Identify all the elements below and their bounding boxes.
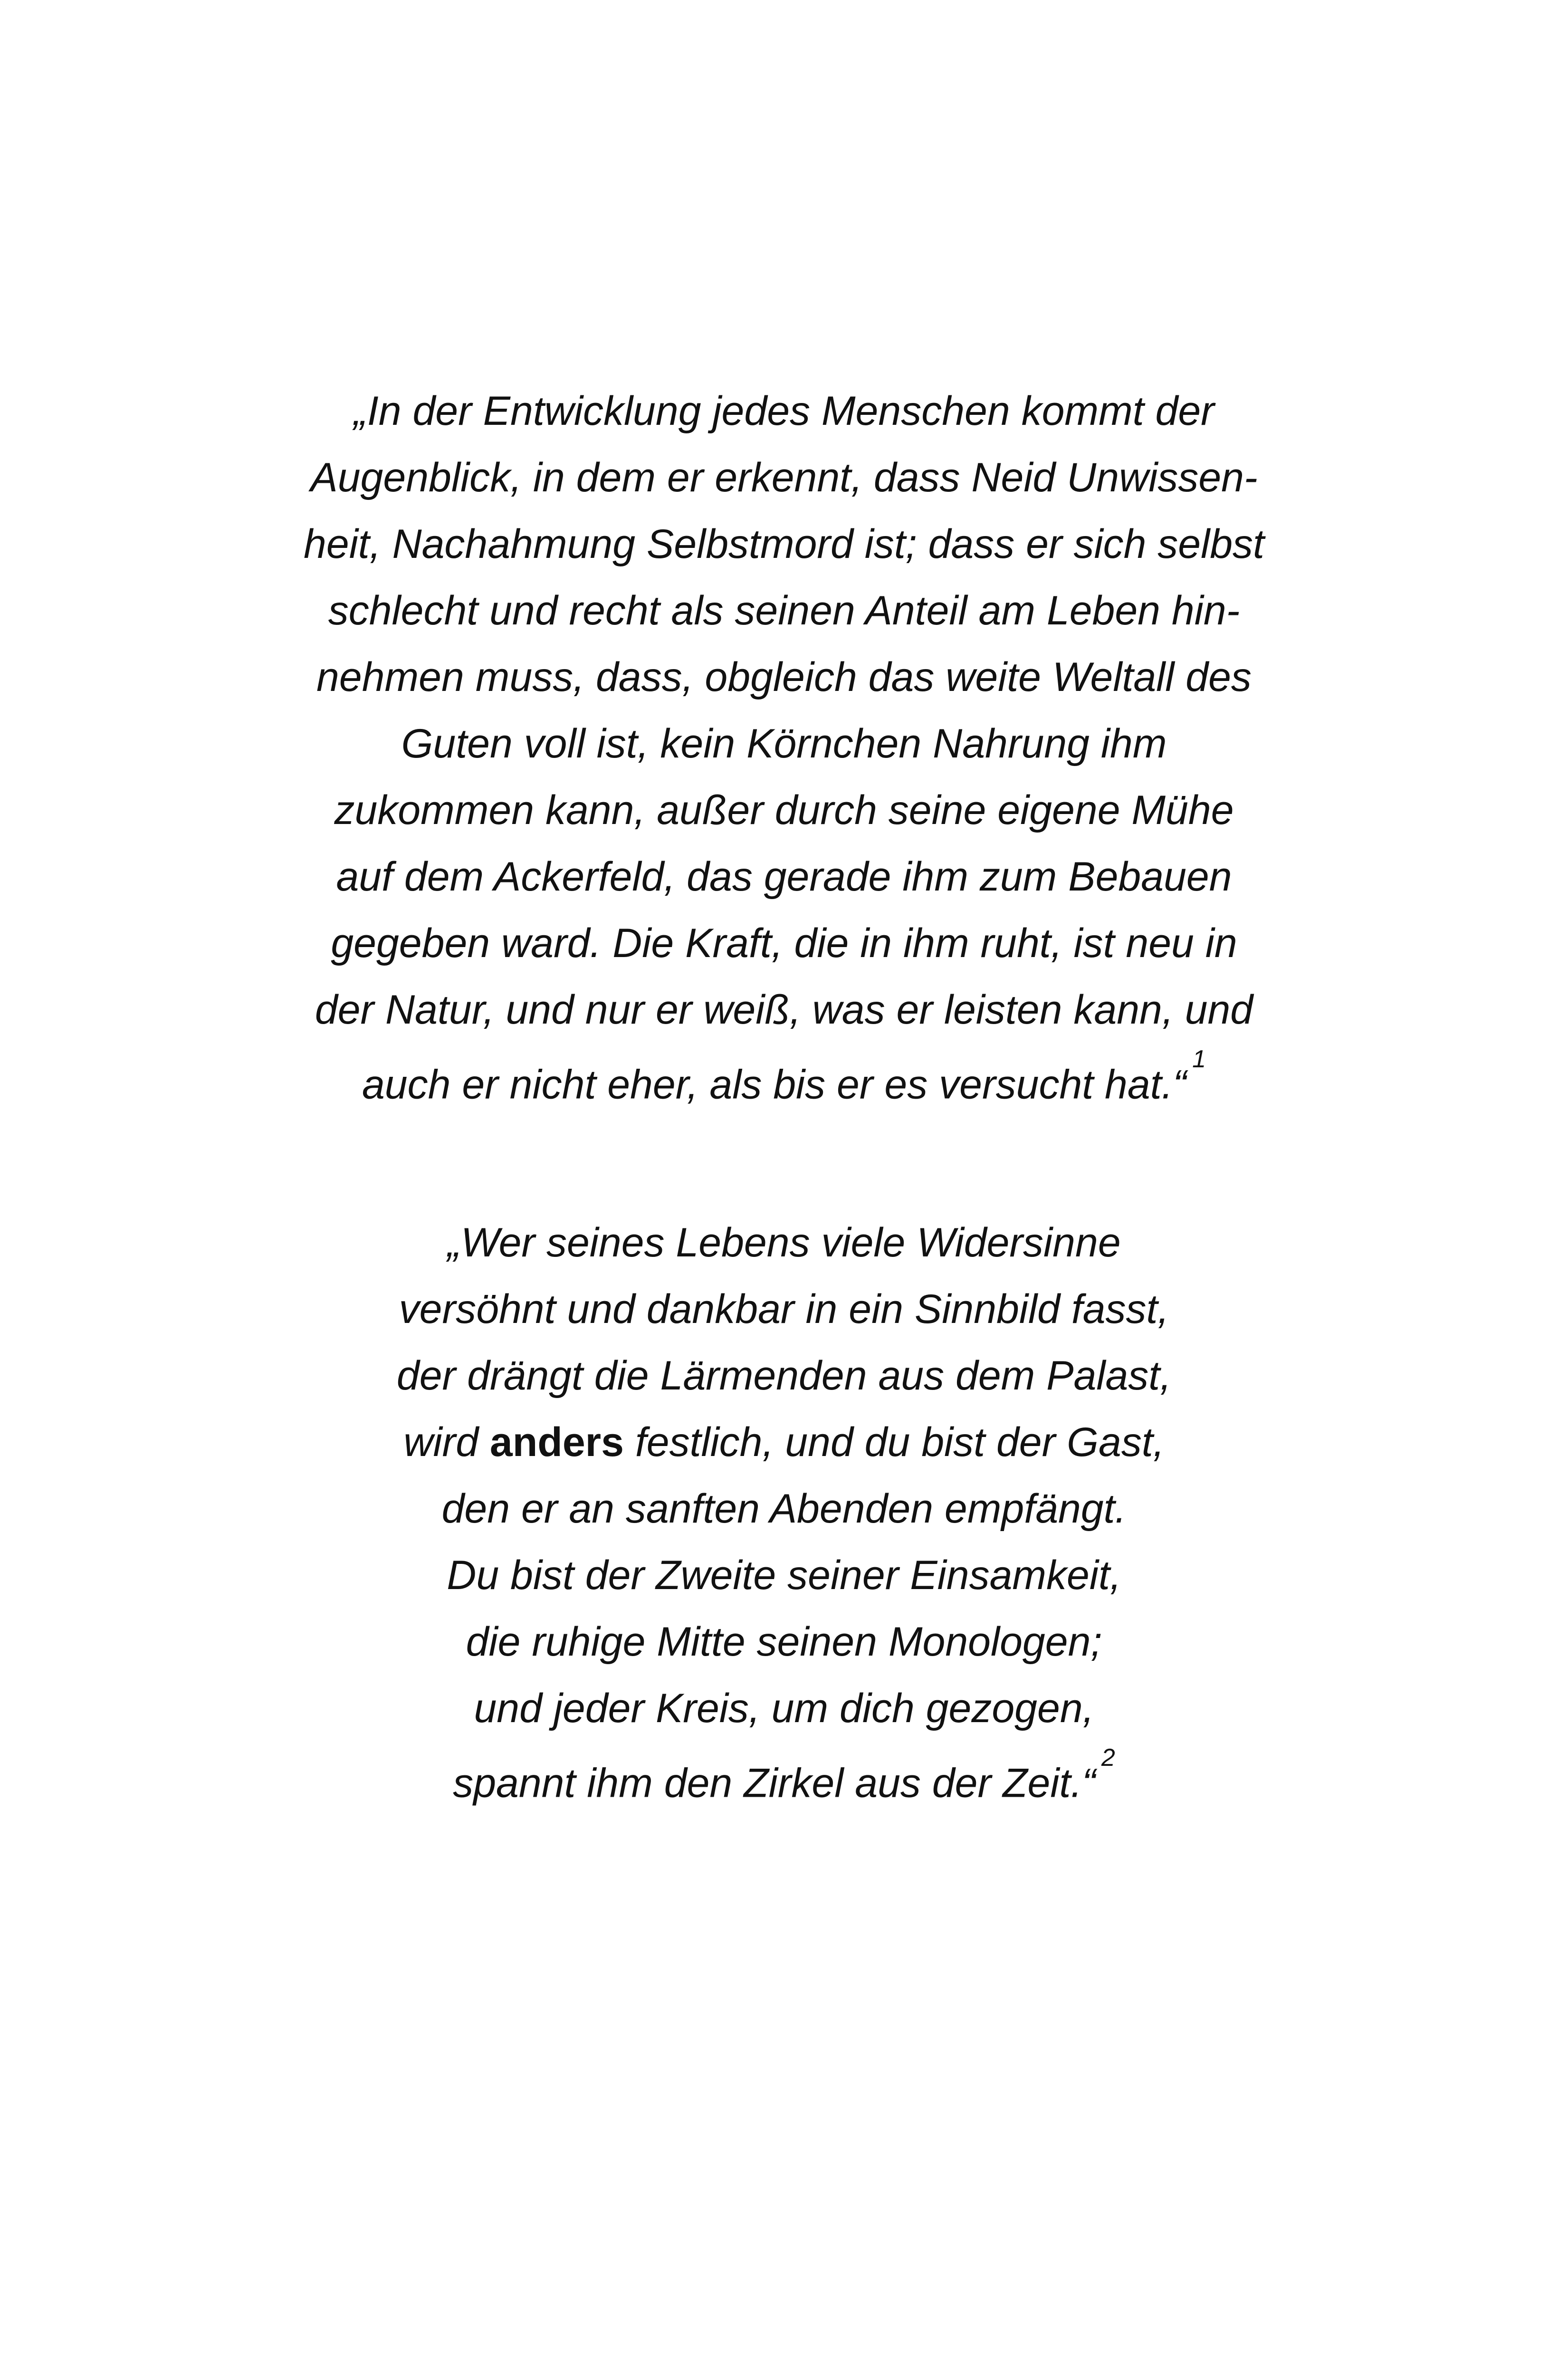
- verse-last-line: [0, 1742, 1568, 1817]
- verse-line: den er an sanften Abenden empfängt.: [441, 1486, 1127, 1532]
- verse-text-before: wird: [403, 1419, 490, 1465]
- quote-line: der Natur, und nur er weiß, was er leisten kann, und: [315, 987, 1253, 1033]
- prose-quote: [0, 378, 1568, 1118]
- verse-line-emphasis: [0, 1409, 1568, 1475]
- footnote-marker: 2: [1101, 1744, 1115, 1772]
- quote-line: gegeben ward. Die Kraft, die in ihm ruht, ist neu in: [331, 920, 1237, 966]
- quote-line: heit, Nachahmung Selbstmord ist; dass er sich selbst: [304, 521, 1264, 567]
- quote-line: Augenblick, in dem er erkennt, dass Neid Unwissen-: [310, 455, 1258, 500]
- verse-line: versöhnt und dankbar in ein Sinnbild fasst,: [399, 1286, 1169, 1332]
- quote-line: „In der Entwicklung jedes Menschen kommt der: [354, 388, 1214, 434]
- verse-line-text: spannt ihm den Zirkel aus der Zeit.“: [453, 1760, 1096, 1806]
- verse-line: „Wer seines Lebens viele Widersinne: [447, 1220, 1121, 1265]
- bold-word: anders: [489, 1419, 624, 1465]
- quote-line-text: auch er nicht eher, als bis er es versucht hat.“: [362, 1062, 1187, 1108]
- quote-line: zukommen kann, außer durch seine eigene Mühe: [334, 787, 1234, 833]
- verse-line: die ruhige Mitte seinen Monologen;: [466, 1619, 1102, 1665]
- verse-line: der drängt die Lärmenden aus dem Palast,: [396, 1353, 1172, 1399]
- quote-line: schlecht und recht als seinen Anteil am Leben hin-: [328, 588, 1240, 633]
- quote-line: nehmen muss, dass, obgleich das weite Weltall des: [316, 654, 1252, 700]
- quote-line: auf dem Ackerfeld, das gerade ihm zum Bebauen: [336, 854, 1232, 900]
- quote-line: Guten voll ist, kein Körnchen Nahrung ihm: [401, 721, 1167, 766]
- verse-text-after: festlich, und du bist der Gast,: [623, 1419, 1165, 1465]
- verse-line: und jeder Kreis, um dich gezogen,: [474, 1686, 1094, 1731]
- verse-line: Du bist der Zweite seiner Einsamkeit,: [447, 1552, 1121, 1598]
- verse-quote: [0, 1209, 1568, 1817]
- quote-last-line: [0, 1043, 1568, 1118]
- footnote-marker: 1: [1192, 1045, 1206, 1073]
